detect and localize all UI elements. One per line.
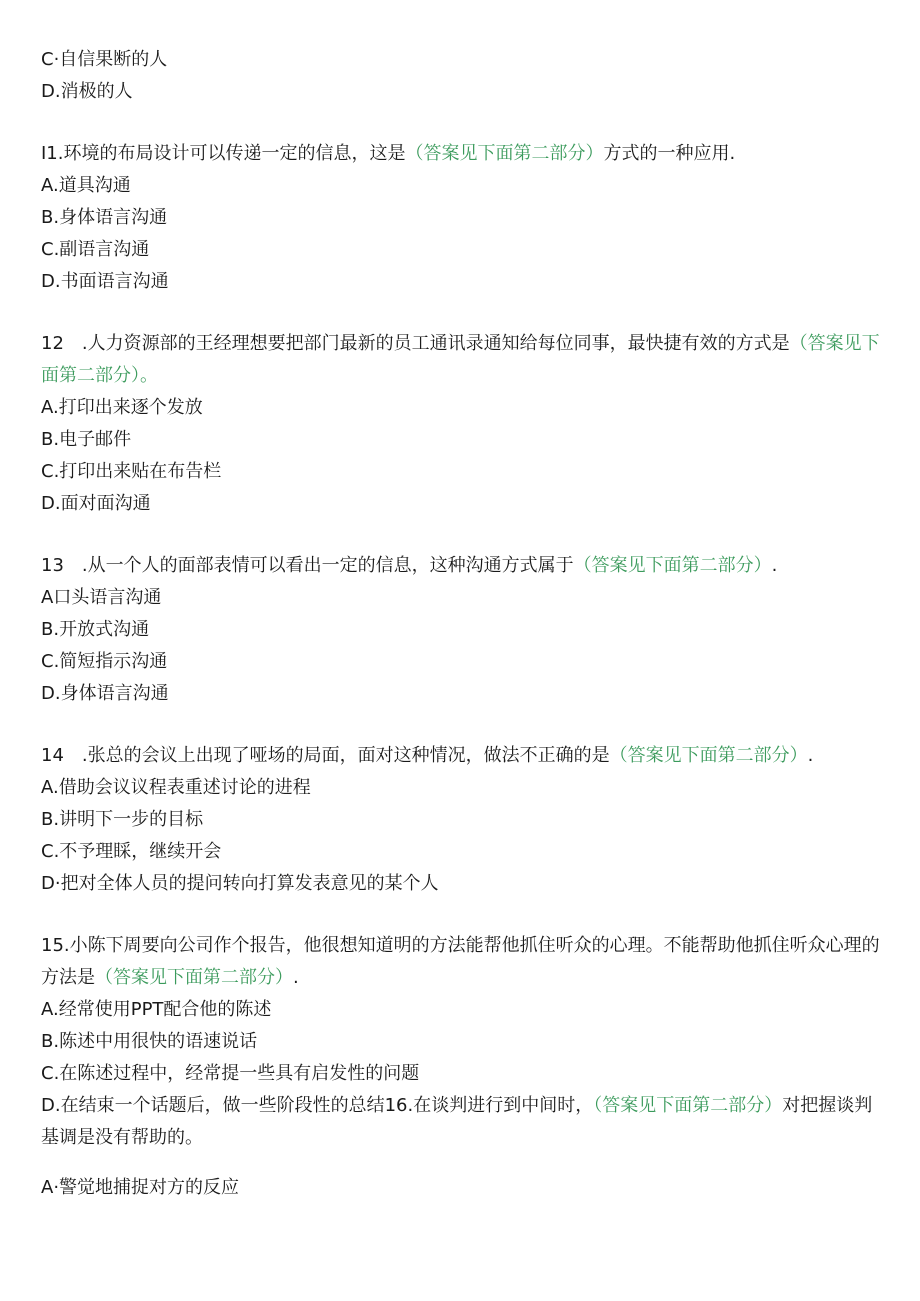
- option-a: A.道具沟通: [41, 175, 131, 196]
- option-b: B.开放式沟通: [41, 619, 150, 640]
- option-c: C.在陈述过程中，经常提一些具有启发性的问题: [41, 1063, 420, 1084]
- option-c: C.简短指示沟通: [41, 651, 168, 672]
- option-d: D.面对面沟通: [41, 493, 151, 514]
- question-16-text: D.在结束一个话题后，做一些阶段性的总结16.在谈判进行到中间时，（答案见下面第二部分）对把握谈判基调是没有帮助的。: [41, 1095, 873, 1148]
- question-text: I1.环境的布局设计可以传递一定的信息，这是（答案见下面第二部分）方式的一种应用.: [41, 143, 736, 164]
- option-b: B.讲明下一步的目标: [41, 809, 204, 830]
- option-c: C.不予理睬，继续开会: [41, 841, 222, 862]
- answer-placeholder: （答案见下面第二部分）。: [41, 333, 880, 386]
- option-a: A.打印出来逐个发放: [41, 397, 203, 418]
- question-11: [41, 138, 883, 298]
- option-b: B.电子邮件: [41, 429, 132, 450]
- question-12: [41, 328, 883, 520]
- option-a: A口头语言沟通: [41, 587, 162, 608]
- option-d: D.消极的人: [41, 81, 133, 102]
- option-c: C.打印出来贴在布告栏: [41, 461, 222, 482]
- option-c: C·自信果断的人: [41, 49, 168, 70]
- document-page: [41, 44, 883, 1204]
- option-c: C.副语言沟通: [41, 239, 150, 260]
- answer-placeholder: （答案见下面第二部分）: [593, 1095, 783, 1116]
- question-text: 15.小陈下周要向公司作个报告，他很想知道明的方法能帮他抓住听众的心理。不能帮助他抓住听众心理的方法是（答案见下面第二部分）.: [41, 935, 880, 988]
- answer-placeholder: （答案见下面第二部分）: [573, 555, 772, 576]
- question-text: 13 .从一个人的面部表情可以看出一定的信息，这种沟通方式属于（答案见下面第二部分）.: [41, 555, 778, 576]
- question-13: [41, 550, 883, 710]
- option-d: D.书面语言沟通: [41, 271, 169, 292]
- option-b: B.陈述中用很快的语速说话: [41, 1031, 258, 1052]
- option-b: B.身体语言沟通: [41, 207, 168, 228]
- option-a: A·警觉地捕捉对方的反应: [41, 1177, 240, 1198]
- option-d: D.身体语言沟通: [41, 683, 169, 704]
- option-d: D·把对全体人员的提问转向打算发表意见的某个人: [41, 873, 439, 894]
- answer-placeholder: （答案见下面第二部分）: [95, 967, 293, 988]
- question-14: [41, 740, 883, 900]
- answer-placeholder: （答案见下面第二部分）: [609, 745, 808, 766]
- question-15: [41, 930, 883, 1154]
- option-a: A.借助会议议程表重述讨论的进程: [41, 777, 311, 798]
- answer-placeholder: （答案见下面第二部分）: [405, 143, 604, 164]
- question-text: 12 .人力资源部的王经理想要把部门最新的员工通讯录通知给每位同事，最快捷有效的方式是（答案见下面第二部分）。: [41, 333, 880, 386]
- option-a: A.经常使用PPT配合他的陈述: [41, 999, 272, 1020]
- question-text: 14 .张总的会议上出现了哑场的局面，面对这种情况，做法不正确的是（答案见下面第二部分）.: [41, 745, 814, 766]
